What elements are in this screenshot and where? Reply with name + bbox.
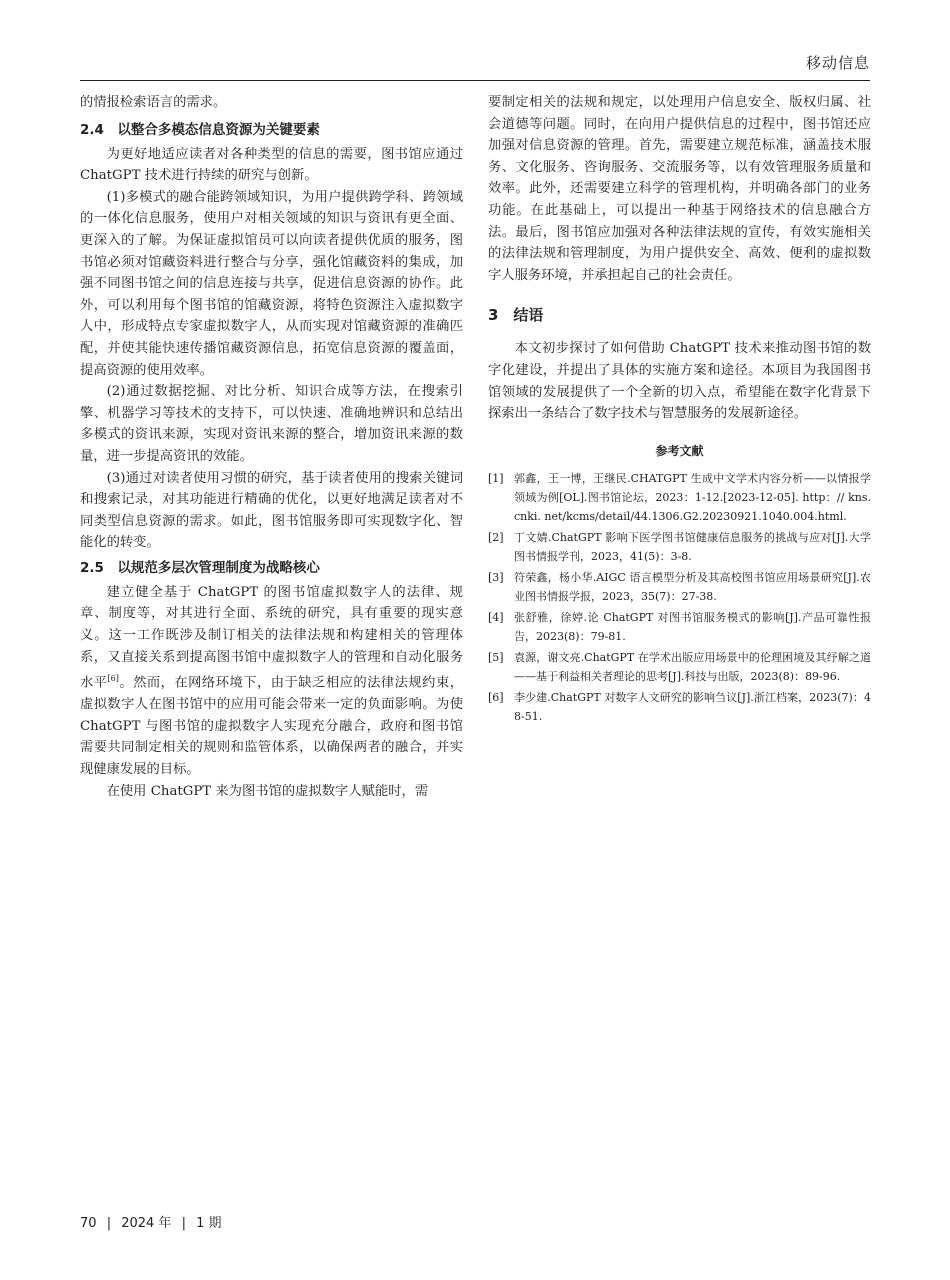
- references-title: 参考文献: [655, 443, 704, 458]
- header-divider: [80, 80, 870, 81]
- reference-text: 符荣鑫，杨小华.AIGC 语言模型分析及其高校图书馆应用场景研究[J].农业图书情报学报，2023，35(7)：27-38.: [514, 570, 871, 603]
- page-number: 70: [80, 1216, 97, 1231]
- paragraph-text: 。然而，在网络环境下，由于缺乏相应的法律法规约束，虚拟数字人在图书馆中的应用可能会带来一定的负面影响。为使 ChatGPT 与图书馆的虚拟数字人实现充分融合，政府和图书馆需要共同制定相关的规则和监管体系，以确保两者的融合，并实现健康发展的目标。: [80, 675, 464, 778]
- footer-separator: |: [181, 1216, 186, 1231]
- reference-item: [488, 469, 871, 526]
- reference-item: [488, 648, 871, 686]
- reference-list: [488, 469, 871, 726]
- page-footer: [80, 1212, 222, 1231]
- reference-text: 丁文婧.ChatGPT 影响下医学图书馆健康信息服务的挑战与应对[J].大学图书情报学刊，2023，41(5)：3-8.: [514, 530, 871, 563]
- reference-number: [1]: [488, 471, 504, 485]
- paragraph: 在使用 ChatGPT 来为图书馆的虚拟数字人赋能时，需: [106, 783, 429, 799]
- reference-text: 郭鑫，王一博，王继民.CHATGPT 生成中文学术内容分析——以情报学领域为例[OL].图书馆论坛，2023：1-12.[2023-12-05]. http：// kns. cnki. net/kcms/detail/44.1306.G2.20230921.1040.004.html.: [514, 471, 871, 523]
- footer-separator: |: [106, 1216, 112, 1231]
- reference-item: [488, 568, 871, 606]
- reference-number: [6]: [488, 690, 504, 704]
- reference-number: [3]: [488, 570, 504, 584]
- reference-text: 袁源，谢文亮.ChatGPT 在学术出版应用场景中的伦理困境及其纾解之道——基于利益相关者理论的思考[J].科技与出版，2023(8)：89-96.: [514, 650, 871, 683]
- paragraph-text: 建立健全基于 ChatGPT 的图书馆虚拟数字人的法律、规章、制度等，对其进行全面、系统的研究，具有重要的现实意义。这一工作既涉及制订相关的法律法规和构建相关的管理体系，又直接关系到提高图书馆中虚拟数字人的管理和自动化服务水平: [80, 584, 463, 691]
- paragraph: 要制定相关的法规和规定，以处理用户信息安全、版权归属、社会道德等问题。同时，在向用户提供信息的过程中，图书馆还应加强对信息资源的管理。首先，需要建立规范标准，涵盖技术服务、文化服务、咨询服务、交流服务等，以有效管理服务质量和效率。此外，还需要建立科学的管理机构，并明确各部门的业务功能。在此基础上，可以提出一种基于网络技术的信息融合方法。最后，图书馆应加强对各种法律法规的宣传，有效实施相关的法律法规和管理制度，为用户提供安全、高效、便利的虚拟数字人服务环境，并承担起自己的社会责任。: [488, 95, 871, 283]
- paragraph: [80, 582, 463, 781]
- paragraph: (1)多模式的融合能跨领域知识，为用户提供跨学科、跨领域的一体化信息服务，使用户对相关领域的知识与资讯有更全面、更深入的了解。为保证虚拟馆员可以向读者提供优质的服务，图书馆必须对馆藏资料进行整合与分享，强化馆藏资料的集成，加强不同图书馆之间的信息连接与共享，促进信息资源的协作。此外，可以利用每个图书馆的馆藏资源，将特色资源注入虚拟数字人中，形成特点专家虚拟数字人，从而实现对馆藏资源的准确匹配，并使其能快速传播馆藏资源信息，拓宽信息资源的覆盖面，提高资源的使用效率。: [80, 189, 463, 378]
- journal-title: 移动信息: [805, 54, 870, 72]
- paragraph: (3)通过对读者使用习惯的研究，基于读者使用的搜索关键词和搜索记录，对其功能进行精确的优化，以更好地满足读者对不同类型信息资源的需求。如此，图书馆服务即可实现数字化、智能化的转变。: [80, 470, 463, 551]
- reference-item: [488, 608, 871, 646]
- paragraph: (2)通过数据挖掘、对比分析、知识合成等方法，在搜索引擎、机器学习等技术的支持下，可以快速、准确地辨识和总结出多模式的资讯来源，实现对资讯来源的整合，增加资讯来源的数量，进一步提高资讯的效能。: [80, 384, 463, 464]
- reference-item: [488, 688, 871, 726]
- reference-number: [2]: [488, 530, 504, 544]
- issue-number: 1 期: [196, 1216, 222, 1231]
- section-heading-3: 3 结语: [488, 306, 544, 325]
- reference-item: [488, 528, 871, 566]
- reference-text: 张舒雅，徐婷.论 ChatGPT 对图书馆服务模式的影响[J].产品可靠性报告，2023(8)：79-81.: [514, 610, 871, 643]
- left-column: [80, 92, 463, 802]
- reference-number: [5]: [488, 650, 504, 664]
- section-heading-2-4: 2.4 以整合多模态信息资源为关键要素: [80, 121, 320, 138]
- issue-year: 2024 年: [121, 1216, 172, 1231]
- paragraph: 为更好地适应读者对各种类型的信息的需要，图书馆应通过 ChatGPT 技术进行持续的研究与创新。: [80, 146, 463, 184]
- paragraph: 的情报检索语言的需求。: [80, 95, 227, 110]
- right-column: [488, 92, 871, 728]
- paragraph: 本文初步探讨了如何借助 ChatGPT 技术来推动图书馆的数字化建设，并提出了具体的实施方案和途径。本项目为我国图书馆领域的发展提供了一个全新的切入点，希望能在数字化背景下探索出一条结合了数字技术与智慧服务的发展新途径。: [488, 341, 871, 422]
- section-heading-2-5: 2.5 以规范多层次管理制度为战略核心: [80, 559, 320, 576]
- reference-number: [4]: [488, 610, 504, 624]
- reference-text: 李少建.ChatGPT 对数字人文研究的影响刍议[J].浙江档案，2023(7)：48-51.: [514, 690, 871, 723]
- citation-6[interactable]: [6]: [107, 674, 119, 684]
